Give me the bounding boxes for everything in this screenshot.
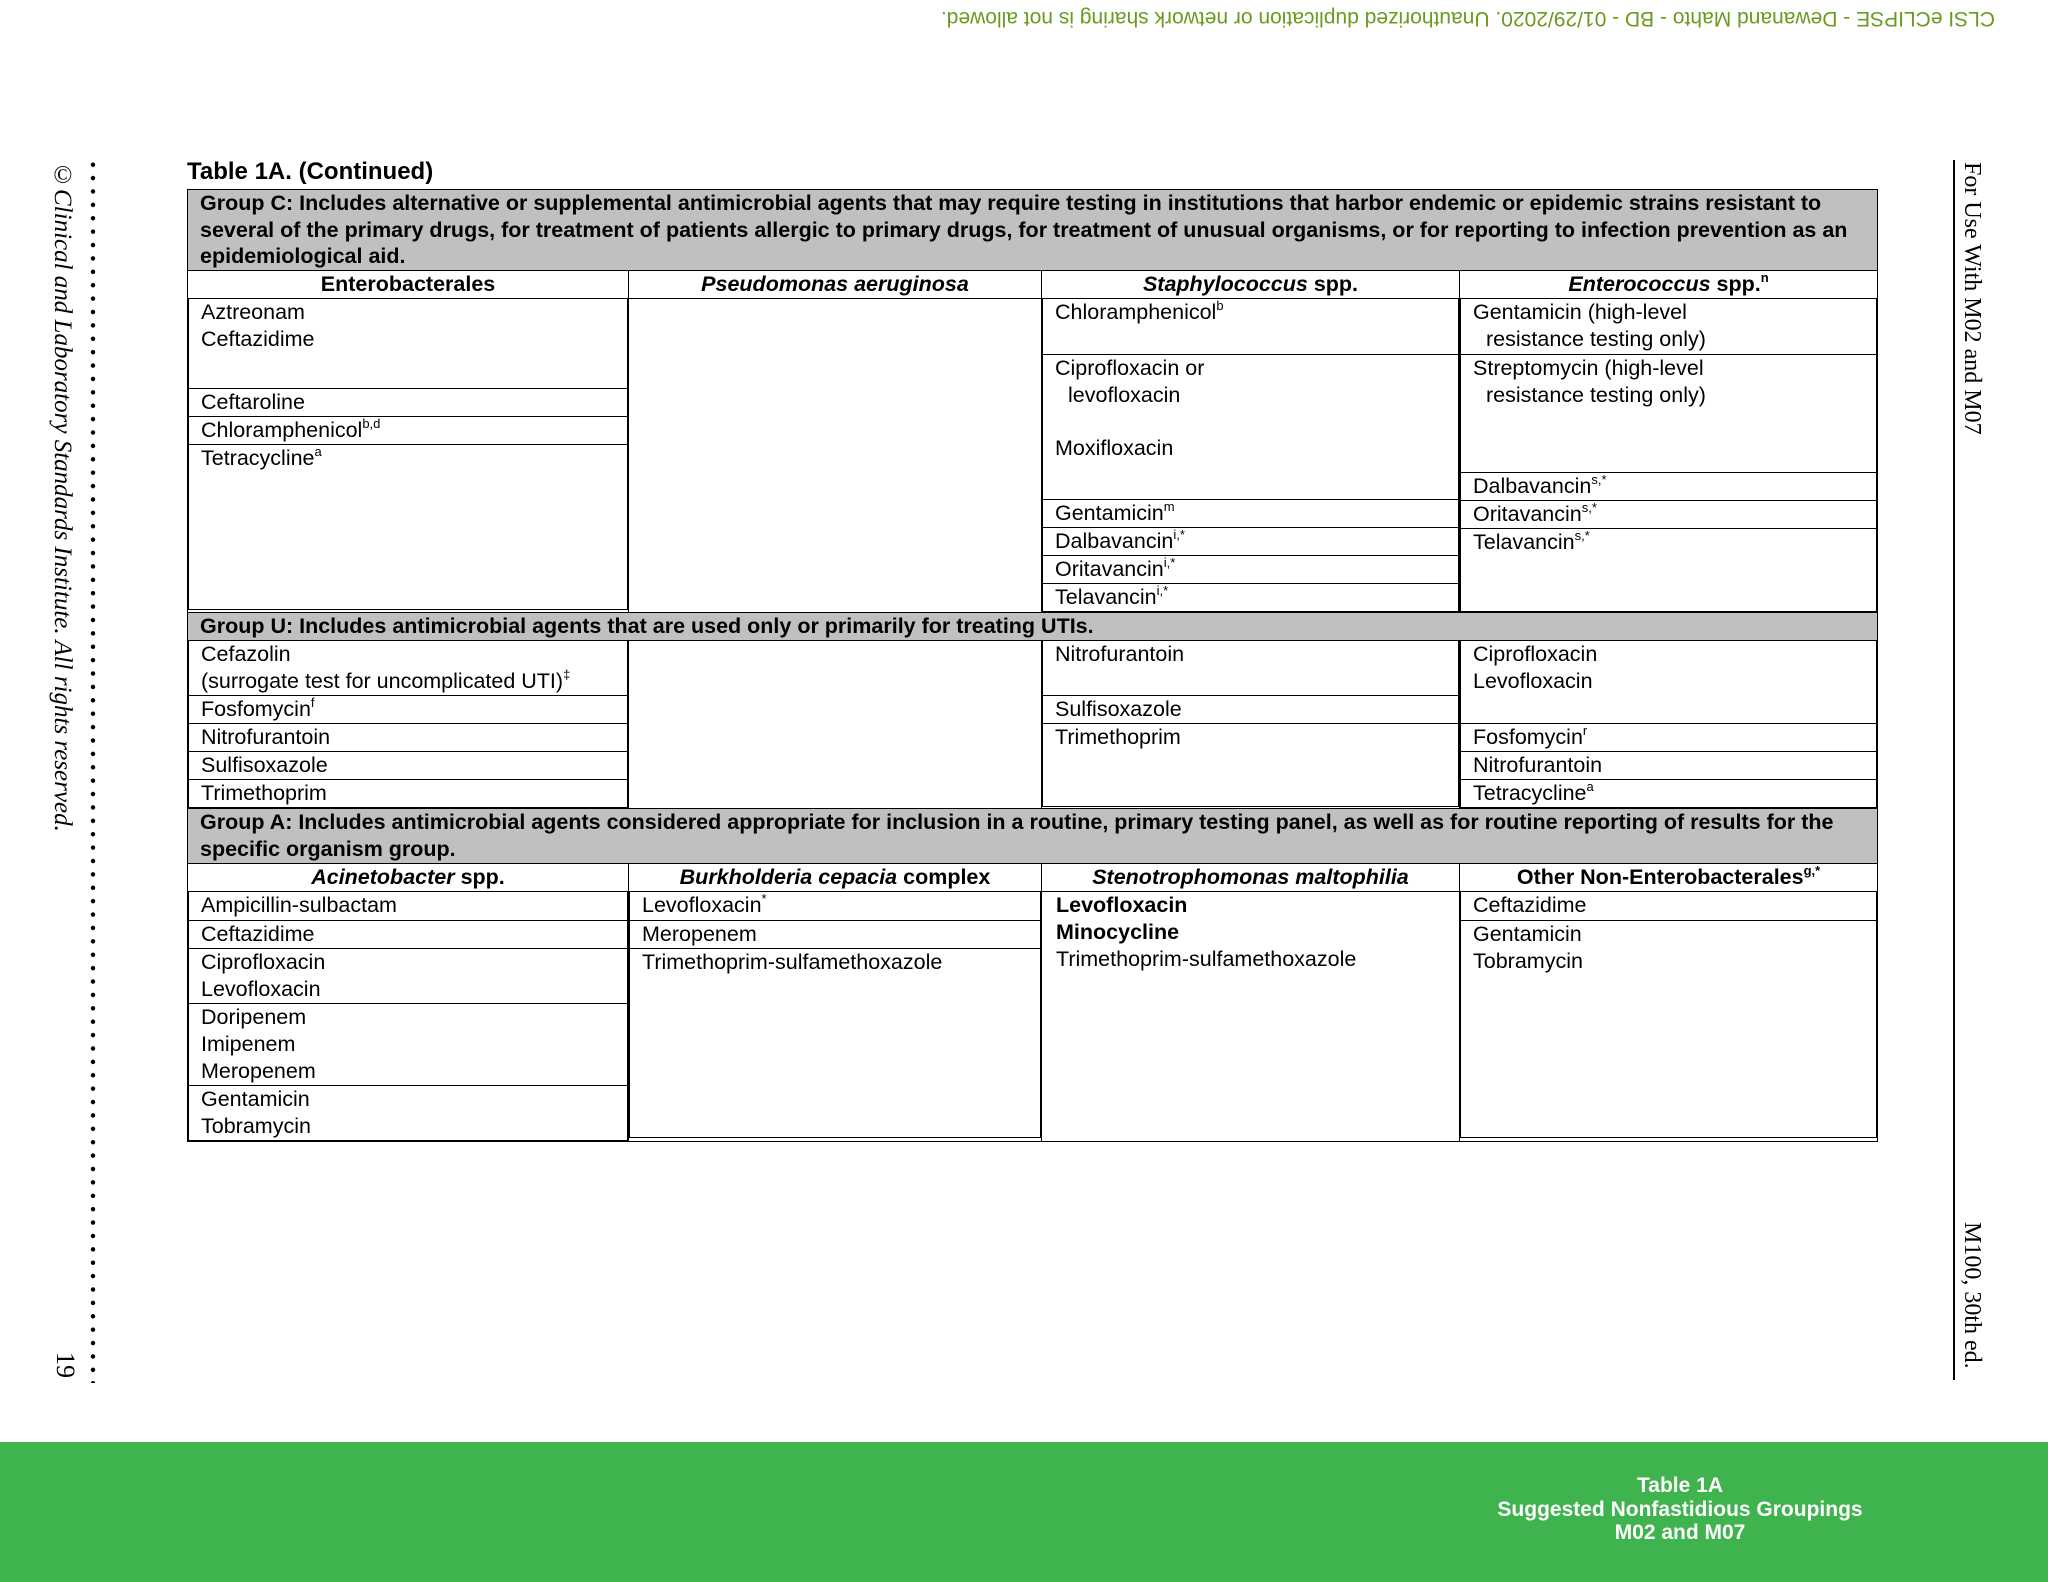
list-item: Doripenem Imipenem Meropenem (189, 1003, 628, 1085)
footer-line-2: Suggested Nonfastidious Groupings (1497, 1497, 1863, 1521)
list-item: Trimethoprim (189, 780, 628, 808)
list-item: Dalbavancin$^{s,*}$ (1461, 472, 1877, 500)
list-item: Streptomycin (high-level resistance testing only) (1461, 354, 1877, 472)
list-item: Ceftazidime (1461, 892, 1877, 920)
list-item: Nitrofurantoin (1043, 641, 1459, 696)
list-item: Trimethoprim-sulfamethoxazole (1056, 947, 1357, 971)
list-item: Levofloxacin* (630, 892, 1041, 920)
footer-caption (1430, 1474, 1930, 1545)
col-header-burkholderia: Burkholderia cepacia complex (629, 864, 1042, 892)
footer-line-3: M02 and M07 (1614, 1521, 1746, 1544)
col-header-stenotrophomonas: Stenotrophomonas maltophilia (1042, 864, 1460, 892)
group-c-header-row (188, 190, 1878, 271)
list-item: Ciprofloxacin Levofloxacin (189, 948, 628, 1003)
list-item: Ciprofloxacin Levofloxacin (1461, 641, 1877, 724)
list-item: Levofloxacin (1056, 893, 1188, 917)
list-item: Sulfisoxazole (1043, 696, 1459, 724)
list-item: Gentamicin Tobramycin (189, 1085, 628, 1140)
list-item: Trimethoprim-sulfamethoxazole (630, 948, 1041, 1137)
list-item: Sulfisoxazole (189, 752, 628, 780)
group-u-pseudomonas-cell (629, 640, 1042, 809)
list-item: Gentamicin$^m$ (1043, 499, 1459, 527)
list-item: Nitrofurantoin (1461, 752, 1877, 780)
list-item: Gentamicin (high-level resistance testing only) (1461, 299, 1877, 354)
list-item: Telavancin$^{s,*}$ (1461, 528, 1877, 611)
col-header-acinetobacter: Acinetobacter spp. (188, 864, 629, 892)
group-c-enterococcus-cell (1460, 299, 1878, 613)
list-item: Tetracycline$^a$ (1461, 780, 1877, 808)
list-item: Dalbavancin$^{i,*}$ (1043, 527, 1459, 555)
group-a-stenotrophomonas-cell (1042, 892, 1460, 1142)
col-header-enterobacterales: Enterobacterales (188, 271, 629, 299)
group-a-header: Group A: Includes antimicrobial agents considered appropriate for inclusion in a routine, primary testing panel, as well as for routine reporting of results for the specific organism group. (188, 809, 1878, 864)
group-a-column-headers (188, 864, 1878, 892)
list-item: Fosfomycin$^r$ (1461, 724, 1877, 752)
col-header-enterococcus: Enterococcus spp.$^n$ (1460, 271, 1878, 299)
list-item: Nitrofurantoin (189, 724, 628, 752)
group-a-acinetobacter-cell (188, 892, 629, 1142)
group-u-header: Group U: Includes antimicrobial agents that are used only or primarily for treating UTIs. (188, 612, 1878, 640)
group-c-staphylococcus-cell (1042, 299, 1460, 613)
list-item: Minocycline (1056, 920, 1180, 944)
group-c-column-headers (188, 271, 1878, 299)
list-item: Chloramphenicol$^{b,d}$ (189, 416, 628, 444)
list-item: Ceftaroline (189, 388, 628, 416)
right-margin-rule (1953, 160, 1955, 1380)
group-c-pseudomonas-cell (629, 299, 1042, 613)
group-c-enterobacterales-cell (188, 299, 629, 613)
list-item: Chloramphenicol$^b$ (1043, 299, 1459, 354)
use-note: For Use With M02 and M07 (1959, 162, 1985, 435)
list-item: Ciprofloxacin or levofloxacin Moxifloxacin (1043, 354, 1459, 499)
col-header-other-non-enterobacterales: Other Non-Enterobacterales$^{g,*}$ (1460, 864, 1878, 892)
antimicrobial-groupings-table (187, 189, 1878, 1142)
group-c-body (188, 299, 1878, 613)
group-u-staphylococcus-cell (1042, 640, 1460, 809)
page-number: 19 (51, 1352, 80, 1378)
group-a-burkholderia-cell (629, 892, 1042, 1142)
footer-band (0, 1442, 2048, 1582)
list-item: Gentamicin Tobramycin (1461, 920, 1877, 1137)
col-header-pseudomonas: Pseudomonas aeruginosa (629, 271, 1042, 299)
copyright-notice: ©Clinical and Laboratory Standards Institute. All rights reserved. (49, 162, 76, 832)
group-a-other-cell (1460, 892, 1878, 1142)
footer-line-1: Table 1A (1637, 1474, 1723, 1497)
group-u-body (188, 640, 1878, 809)
col-header-staphylococcus: Staphylococcus spp. (1042, 271, 1460, 299)
list-item: Tetracycline$^a$ (189, 444, 628, 609)
list-item: Ampicillin-sulbactam (189, 892, 628, 920)
list-item: Ceftazidime (189, 920, 628, 948)
list-item: Cefazolin (surrogate test for uncomplicated UTI)‡ (189, 641, 628, 696)
list-item: Oritavancin$^{i,*}$ (1043, 555, 1459, 583)
group-a-body (188, 892, 1878, 1142)
table-title: Table 1A. (Continued) (187, 158, 434, 185)
group-u-header-row (188, 612, 1878, 640)
list-item: Meropenem (630, 920, 1041, 948)
edition-label: M100, 30th ed. (1959, 1222, 1985, 1369)
dotted-margin-line (89, 158, 97, 1383)
watermark-text: CLSI eCLIPSE - Dewanand Mahto - BD - 01/29/2020. Unauthorized duplication or network sharing is not allowed. (940, 7, 1995, 30)
group-c-header: Group C: Includes alternative or supplemental antimicrobial agents that may require testing in institutions that harbor endemic or epidemic strains resistant to several of the primary drugs, for treatment of patients allergic to primary drugs, for treatment of unusual organisms, or for reporting to infection prevention as an epidemiological aid. (188, 190, 1878, 271)
list-item: Aztreonam Ceftazidime (189, 299, 628, 388)
group-u-enterobacterales-cell (188, 640, 629, 809)
list-item: Trimethoprim (1043, 724, 1459, 807)
group-a-header-row (188, 809, 1878, 864)
list-item: Oritavancin$^{s,*}$ (1461, 500, 1877, 528)
group-u-enterococcus-cell (1460, 640, 1878, 809)
list-item: Telavancin$^{i,*}$ (1043, 583, 1459, 611)
list-item: Fosfomycin$^f$ (189, 696, 628, 724)
